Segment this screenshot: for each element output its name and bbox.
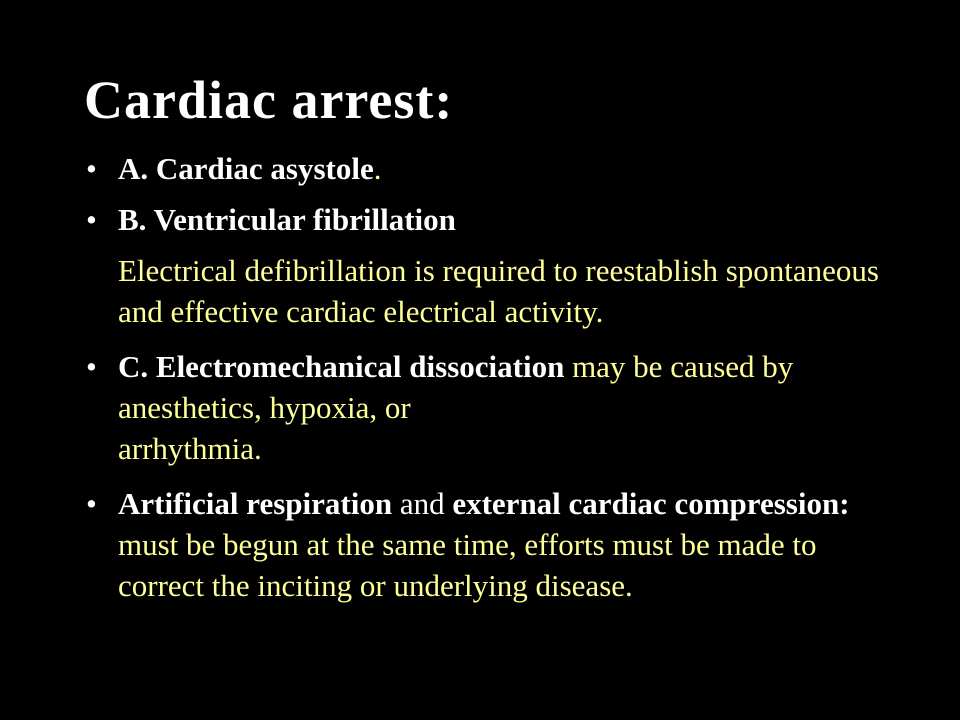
- bullet-item-ventricular-fibrillation: [84, 199, 884, 240]
- bullet-item-resuscitation: [84, 483, 884, 606]
- bullet-text: must be begun at the same time, efforts must be made to correct the inciting or underlying disease.: [118, 527, 817, 603]
- bullet-dot-icon: •: [86, 349, 97, 384]
- bullet-label: B. Ventricular fibrillation: [118, 202, 456, 237]
- bullet-dot-icon: •: [86, 151, 97, 186]
- bullet-text: may be caused by anesthetics, hypoxia, or: [118, 349, 794, 425]
- bullet-label: A. Cardiac asystole: [118, 151, 374, 186]
- bullet-label: Artificial respiration: [118, 486, 393, 521]
- bullet-list: [84, 148, 884, 620]
- bullet-tail: .: [373, 151, 382, 186]
- slide-title: Cardiac arrest:: [84, 70, 454, 130]
- bullet-item-asystole: [84, 148, 884, 189]
- bullet-join: and: [392, 486, 453, 521]
- bullet-label: C. Electromechanical dissociation: [118, 349, 565, 384]
- defibrillation-paragraph: Electrical defibrillation is required to reestablish spontaneous and effective cardiac electrical activity.: [118, 253, 879, 329]
- bullet-dot-icon: •: [86, 202, 97, 237]
- bullet-item-electromechanical-dissociation: [84, 346, 884, 469]
- bullet-label-secondary: external cardiac compression:: [452, 486, 850, 521]
- bullet-dot-icon: •: [86, 486, 97, 521]
- bullet-text-continued: arrhythmia.: [118, 431, 262, 466]
